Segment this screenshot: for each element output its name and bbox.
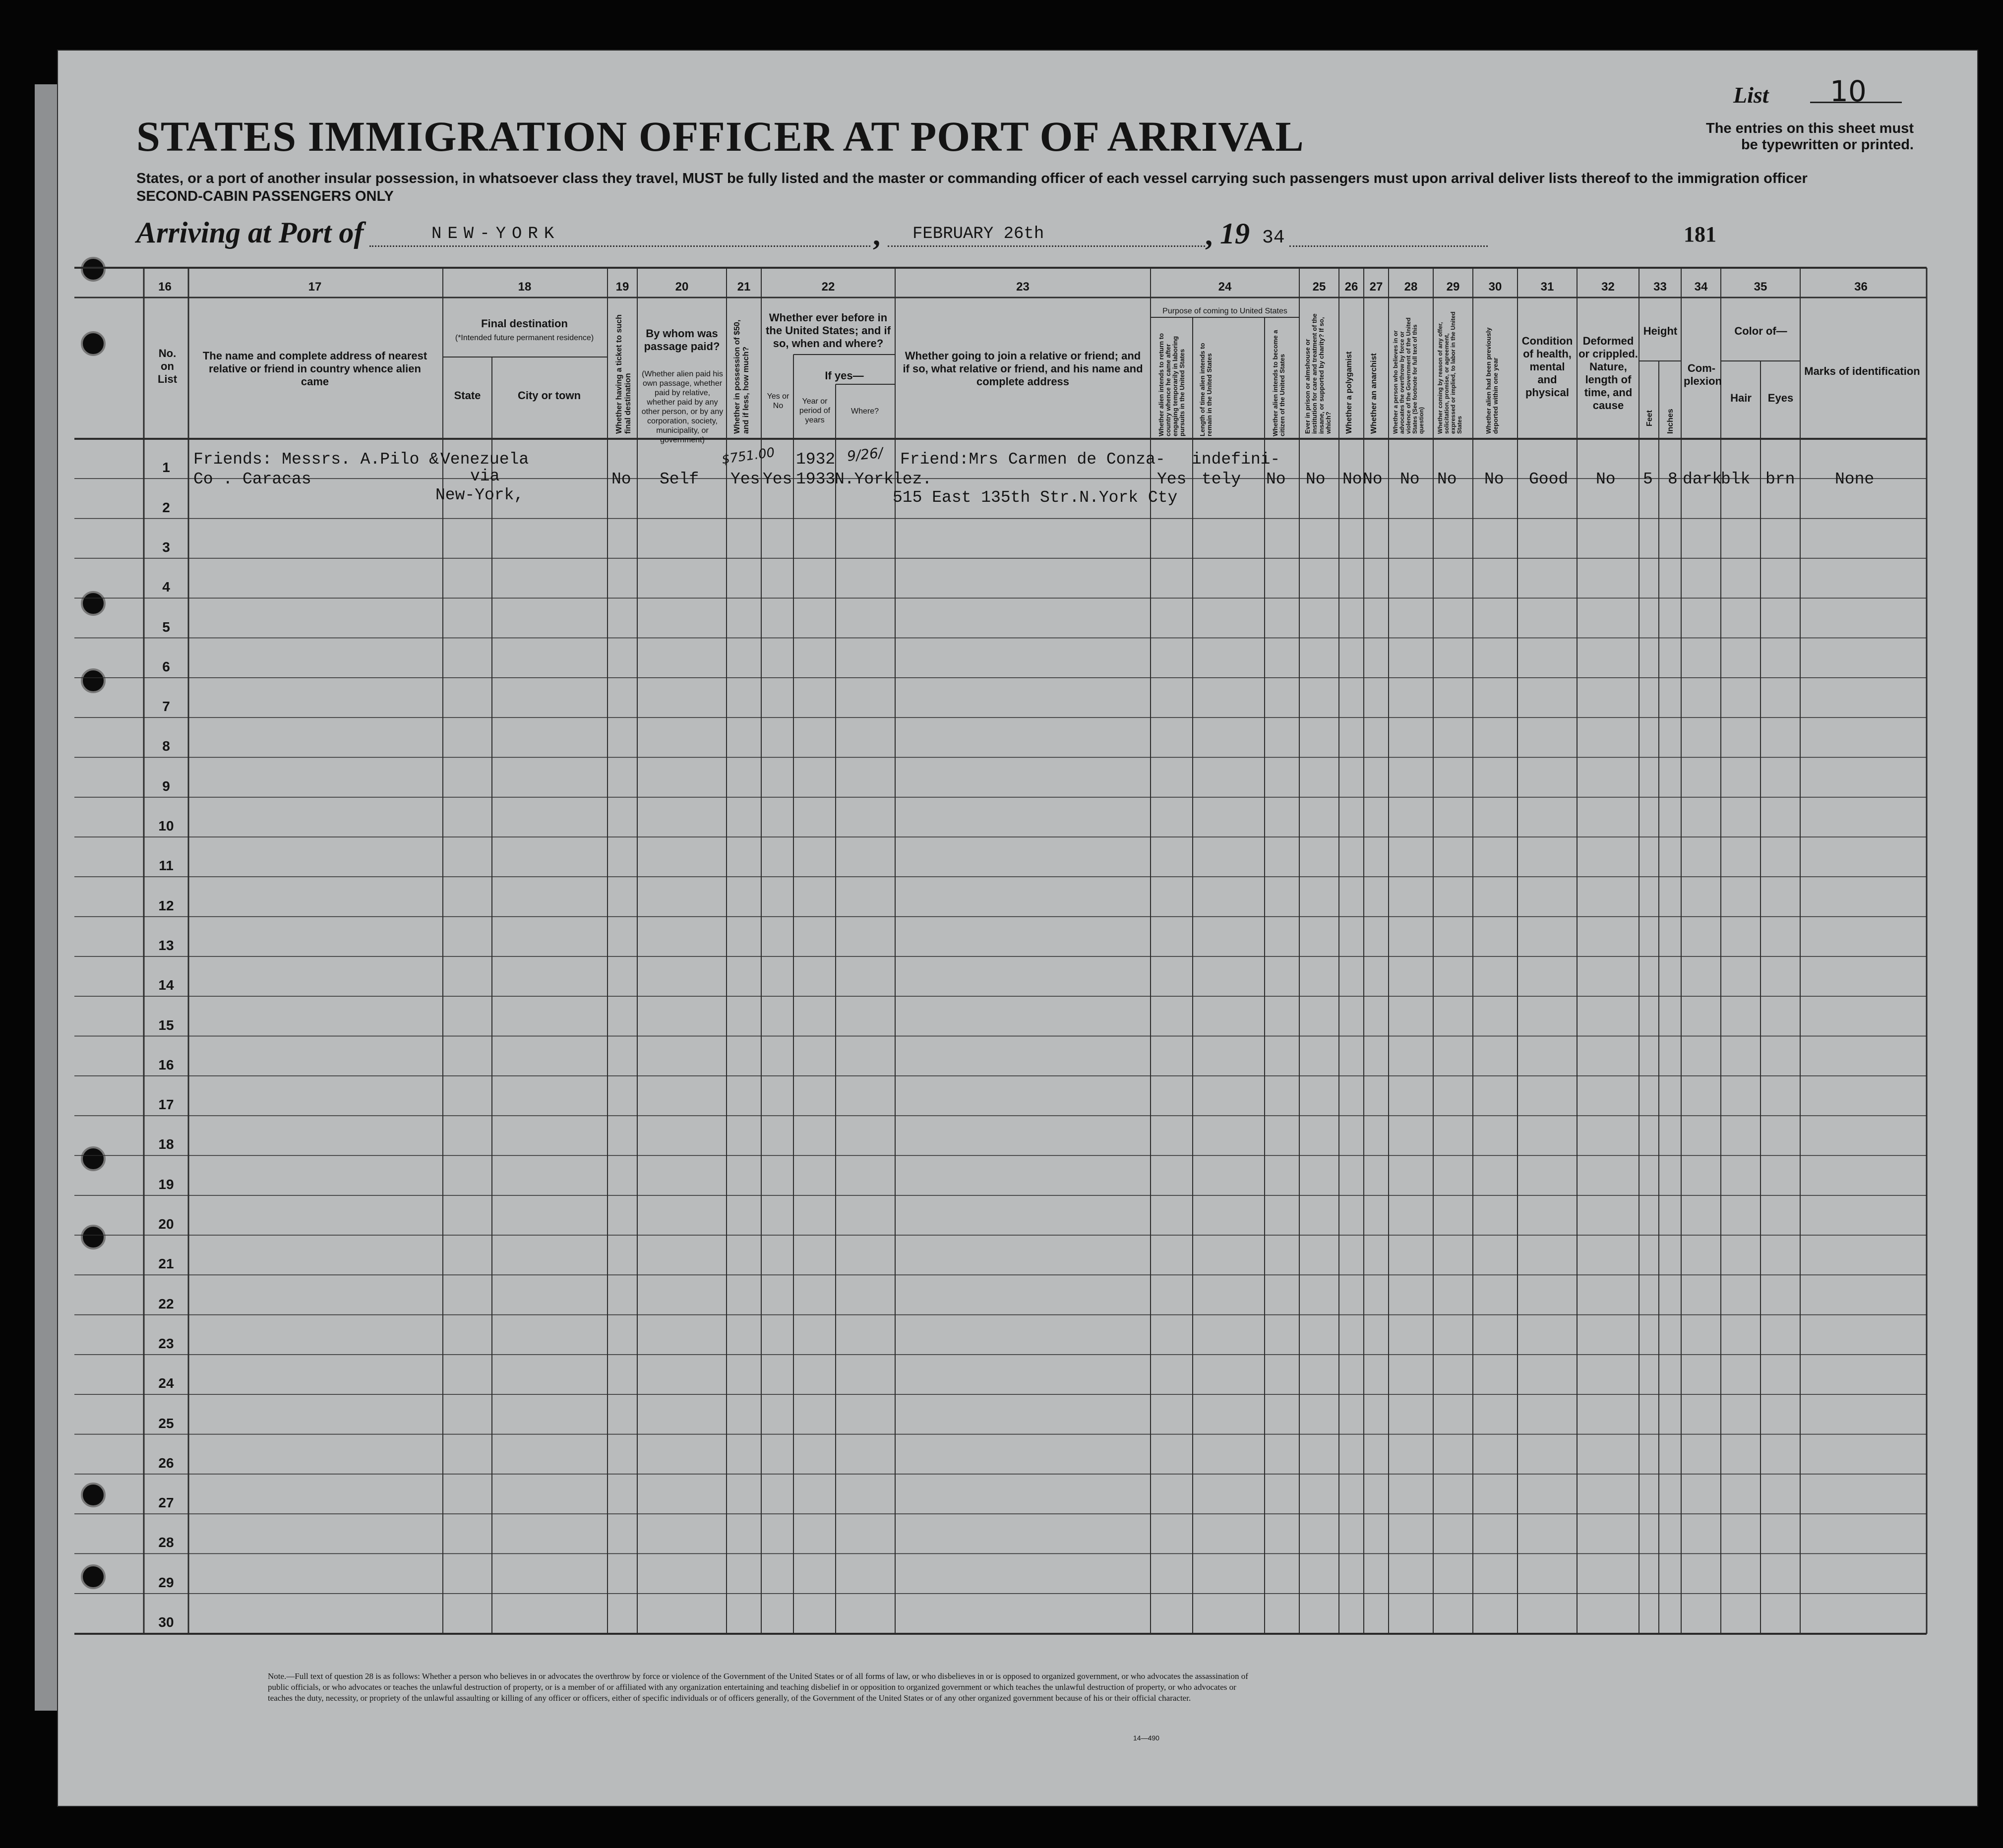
row-number: 5: [162, 619, 170, 635]
comma: ,: [1205, 219, 1213, 251]
col-number: 17: [308, 280, 322, 294]
col-number: 29: [1446, 280, 1460, 294]
entries-note-line: be typewritten or printed.: [1741, 137, 1914, 153]
header-city: City or town: [517, 389, 581, 402]
row-number: 20: [158, 1216, 174, 1232]
row-number: 1: [162, 460, 170, 476]
header-become-citizen: Whether alien intends to become a citizen of the United States: [1272, 330, 1286, 436]
entries-note-line: The entries on this sheet must: [1706, 120, 1914, 136]
class-line: SECOND-CABIN PASSENGERS ONLY: [136, 188, 394, 204]
list-label: List: [1733, 82, 1769, 108]
col-number: 28: [1404, 280, 1418, 294]
entry-money-note: $751.00: [721, 445, 776, 468]
header-health: Condition of health, mental and physical: [1521, 335, 1573, 399]
entry-deported: No: [1484, 470, 1504, 488]
entry-health: Good: [1529, 470, 1569, 488]
row-number: 18: [158, 1136, 174, 1152]
col-number: 24: [1218, 280, 1232, 294]
entry-deformed: No: [1596, 470, 1616, 488]
entry-before-year: 1932: [796, 450, 836, 469]
row-number: 24: [158, 1375, 174, 1391]
header-marks: Marks of identification: [1804, 365, 1920, 377]
arriving-label: Arriving at Port of: [136, 216, 364, 249]
row-number: 7: [162, 699, 170, 715]
port-value: NEW-YORK: [431, 225, 560, 243]
entry-marks: None: [1835, 470, 1875, 488]
col-number: 22: [821, 280, 835, 294]
header-ticket: Whether having a ticket to such final destination: [615, 314, 632, 434]
col-number: 16: [158, 280, 172, 294]
header-prison: Ever in prison or almshouse or institution for care and treatment of the insane, or supported by charity? If so, which?: [1304, 313, 1332, 434]
row-number: 11: [159, 858, 174, 874]
header-hair: Hair: [1730, 392, 1752, 404]
row-number: 29: [158, 1574, 174, 1590]
row-number: 19: [158, 1176, 174, 1192]
row-number: 14: [158, 977, 174, 993]
entry-state: New-York,: [435, 486, 524, 504]
entry-before-where: N.York: [835, 470, 894, 488]
entry-stay: tely: [1202, 470, 1241, 488]
entry-anarchist: No: [1363, 470, 1383, 488]
row-number: 16: [158, 1057, 174, 1073]
entry-join: lez.: [893, 470, 932, 488]
entry-handwritten-date: 9/26/: [846, 444, 884, 465]
entry-prison: No: [1306, 470, 1326, 488]
col-number: 33: [1653, 280, 1667, 294]
header-intends-return: Whether alien intends to return to country whence he came after engaging temporarily in laboring pursuits in the United States: [1157, 333, 1186, 436]
row-number: 21: [158, 1256, 174, 1272]
col-number: 25: [1312, 280, 1326, 294]
entry-state: Venezuela: [440, 450, 529, 469]
entry-money: Yes: [730, 470, 760, 488]
entry-hair: blk: [1721, 470, 1751, 488]
page-number: 181: [1684, 222, 1716, 246]
row-number: 15: [158, 1017, 174, 1033]
col-number: 31: [1540, 280, 1554, 294]
col-number: 19: [615, 280, 629, 294]
row-number: 22: [158, 1296, 174, 1311]
header-complexion: Com- plexion: [1684, 362, 1722, 387]
col-number: 18: [518, 280, 532, 294]
row-number: 6: [162, 658, 170, 674]
entry-state: via: [470, 467, 500, 485]
row-number: 23: [158, 1335, 174, 1351]
col-number: 32: [1601, 280, 1615, 294]
header-height: Height: [1643, 325, 1678, 337]
col-number: 35: [1754, 280, 1767, 294]
header-deported: Whether alien had been previously deported within one year: [1485, 327, 1499, 434]
header-relative-address: The name and complete address of nearest relative or friend in country whence alien came: [202, 350, 427, 388]
header-polygamist: Whether a polygamist: [1345, 351, 1353, 434]
footnote: Note.—Full text of question 28 is as follows: Whether a person who believes in or advocates the overthrow by force or violence of the Government of the United States or of all forms of law, or who disbelieves in or is opposed to organized government, or who advocates the assassination of public officials, or who advocates or teaches the unlawful destruction of property, or is a member of or affiliated with any organization entertaining and teaching disbelief in or opposition to organized government or which teaches the unlawful destruction of property, or who advocates or teaches the duty, necessity, or propriety of the unlawful assaulting or killing of any officer or officers, either of specific individuals or of officers generally, of the Government of the United States or of any other organized government because of his or their official character.: [268, 1671, 1248, 1703]
entry-before-year: 1933: [796, 470, 836, 488]
entry-labor-offer: No: [1437, 470, 1457, 488]
entry-before-yesno: Yes: [763, 470, 792, 488]
header-anarchist: Whether an anarchist: [1370, 353, 1378, 434]
row-number: 17: [158, 1097, 174, 1113]
header-passage-paid: By whom was passage paid?: [644, 327, 720, 353]
year-suffix: 34: [1262, 227, 1285, 248]
entry-relative: Friends: Messrs. A.Pilo &: [193, 450, 439, 469]
entry-return: Yes: [1157, 470, 1187, 488]
header-feet: Feet: [1645, 410, 1654, 426]
entry-inches: 8: [1668, 470, 1678, 488]
header-length-stay: Length of time alien intends to remain in the United States: [1199, 343, 1213, 436]
list-number: 10: [1830, 74, 1867, 108]
row-number: 25: [158, 1415, 174, 1431]
row-number: 2: [162, 499, 170, 515]
row-number: 28: [158, 1535, 174, 1550]
intro-line: States, or a port of another insular possession, in whatsoever class they travel, MUST be fully listed and the master or commanding officer of each vessel carrying such passengers must upon arrival deliver lists thereof to the immigration officer: [136, 171, 1808, 186]
header-labor-offer: Whether coming by reason of any offer, solicitation, promise, or agreement, expressed or implied, to labor in the United States: [1437, 311, 1463, 434]
row-number: 26: [158, 1455, 174, 1471]
col-number: 20: [675, 280, 689, 294]
header-final-destination-note: (*Intended future permanent residence): [455, 334, 594, 342]
entry-relative: Co . Caracas: [193, 470, 311, 488]
header-yes-or-no: Yes or No: [767, 392, 789, 410]
year-prefix: 19: [1220, 217, 1250, 250]
entry-eyes: brn: [1765, 470, 1795, 488]
col-number: 21: [737, 280, 751, 294]
row-number: 8: [162, 738, 170, 754]
entry-paid-by: Self: [660, 470, 699, 488]
entry-stay: indefini-: [1192, 450, 1280, 469]
header-inches: Inches: [1666, 409, 1675, 434]
entry-feet: 5: [1643, 470, 1653, 488]
header-deformed: Deformed or crippled. Nature, length of time, and cause: [1578, 335, 1638, 412]
form-number: 14—490: [1133, 1734, 1159, 1742]
entry-join: 515 East 135th Str.N.York Cty: [893, 488, 1178, 507]
col-number: 23: [1016, 280, 1030, 294]
row-number: 4: [162, 579, 170, 595]
col-number: 26: [1344, 280, 1358, 294]
entry-complexion: dark: [1683, 470, 1722, 488]
row-number: 27: [158, 1495, 174, 1511]
col-number: 27: [1369, 280, 1383, 294]
header-color-of: Color of—: [1734, 325, 1787, 337]
header-passage-paid-note: (Whether alien paid his own passage, whether paid by relative, whether paid by any other person, or by any corporation, society, municipality, or government): [641, 370, 724, 444]
header-year: Year or period of years: [799, 397, 831, 424]
header-ever-before: Whether ever before in the United States; and if so, when and where?: [766, 311, 891, 350]
row-number: 10: [158, 818, 174, 834]
entry-join: Friend:Mrs Carmen de Conza-: [900, 450, 1165, 469]
comma: ,: [873, 219, 880, 251]
entry-citizen: No: [1266, 470, 1286, 488]
row-number: 3: [162, 539, 170, 555]
col-number: 34: [1694, 280, 1708, 294]
header-final-destination: Final destination: [481, 317, 568, 330]
header-join-relative: Whether going to join a relative or friend; and if so, what relative or friend, and his name and complete address: [903, 350, 1143, 388]
row-number: 9: [162, 778, 170, 794]
page-title: STATES IMMIGRATION OFFICER AT PORT OF ARRIVAL: [136, 113, 1304, 160]
row-number: 30: [158, 1614, 174, 1630]
arrival-date: FEBRUARY 26th: [912, 225, 1044, 243]
col-number: 30: [1488, 280, 1502, 294]
header-no-on-list: No. on List: [157, 347, 178, 385]
header-state: State: [454, 389, 481, 402]
header-if-yes: If yes—: [825, 369, 864, 382]
entry-polygamist: No: [1342, 470, 1362, 488]
row-number: 12: [158, 897, 174, 913]
entry-overthrow: No: [1400, 470, 1420, 488]
entry-ticket: No: [611, 470, 631, 488]
header-purpose: Purpose of coming to United States: [1162, 307, 1287, 315]
col-number: 36: [1854, 280, 1868, 294]
header-overthrow: Whether a person who believes in or advocates the overthrow by force or violence of the Government of the United States (See footnote for full text of this question): [1392, 317, 1425, 434]
row-number: 13: [158, 937, 174, 953]
header-where: Where?: [850, 407, 879, 416]
header-fifty-dollars: Whether in possession of $50, and if less, how much?: [733, 319, 750, 434]
header-eyes: Eyes: [1767, 392, 1794, 404]
